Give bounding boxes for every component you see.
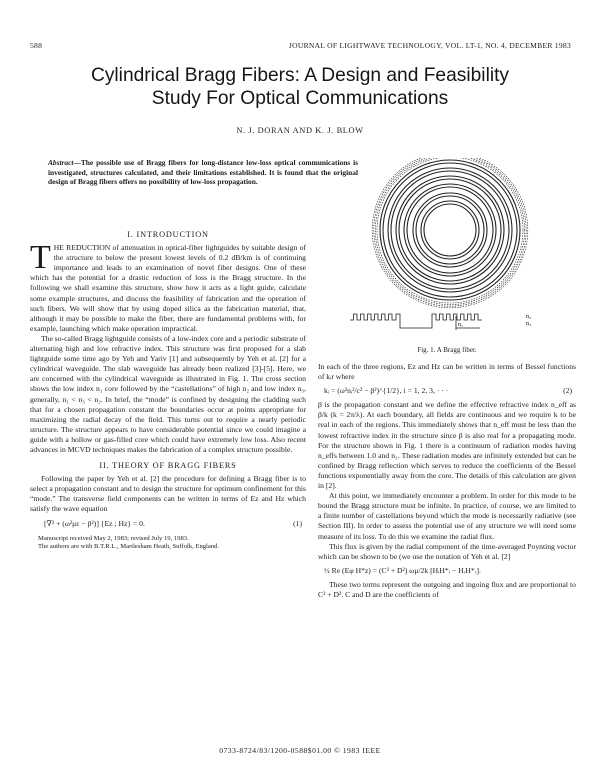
abstract-text: —The possible use of Bragg fibers for long-distance low-loss optical communications is investigated, structures calculated, and their limitations established. It is found that the original design of Bragg fibers offers no possibility of low-loss propagation. bbox=[48, 158, 358, 187]
equation-1 bbox=[30, 519, 306, 529]
fiber-ring bbox=[383, 163, 517, 297]
fiber-ring bbox=[421, 201, 479, 259]
journal-header: JOURNAL OF LIGHTWAVE TECHNOLOGY, VOL. LT-1, NO. 4, DECEMBER 1983 bbox=[288, 41, 571, 50]
right-paragraph-2: β is the propagation constant and we define the effective refractive index n_eff as β/k (k = 2π/λ). At each boundary, all fields are continuous and we require k to be real in each of the regions. This immediately shows that n_eff must be less than the lowest refractive index in the structure since β is also real for a propagating mode. For the structure shown in Fig. 1 there is a continuum of radiation modes having n_effs between 1.0 and n₁. These radiation modes are infinitely extended but can be confined by Bragg reflection which serves to reduce the coefficients of the Bessel functions exponentially away from the core. The details of this calculation are given in [2]. bbox=[318, 400, 576, 491]
authors: N. J. DORAN AND K. J. BLOW bbox=[236, 126, 364, 135]
fiber-ring bbox=[404, 184, 496, 276]
intro-paragraph-1-text: HE REDUCTION of attenuation in optical-fiber lightguides by suitable design of the structure to below the present lowest levels of 0.2 dB/km is of continuing importance and leads to an examination of novel fiber designs. One of these which has the potential for a drastic reduction of loss is the Bragg structure. In the following we shall examine this structure, show how it acts as a light guide, calculate some example structures, and discuss the feasibility of fabrication and the operation of such fibers. We will show that by using doped silica as the fabrication material, that, although it may be possible to make the fiber, there are fundamental problems with, for example, launching which make operation impractical. bbox=[30, 243, 306, 333]
footnote bbox=[30, 535, 306, 551]
fiber-ring bbox=[399, 179, 501, 281]
fiber-ring bbox=[380, 160, 520, 300]
intro-paragraph-1 bbox=[30, 239, 306, 334]
title-line-2: Study For Optical Communications bbox=[151, 88, 449, 109]
footer-copyright: 0733-8724/83/1200-0588$01.00 © 1983 IEEE bbox=[219, 746, 381, 755]
abstract bbox=[48, 158, 358, 187]
right-paragraph-3: At this point, we immediately encounter a problem. In order for this mode to be bound the Bragg structure must be infinite. In practice, of course, we are limited to a finite number of castellations beyond which the mode is necessarily radiative (see Section III). In order to assess the potential use of any structure we will need some measure of its loss. To do this we examine the radial flux. bbox=[318, 491, 576, 541]
section-heading-theory: II. THEORY OF BRAGG FIBERS bbox=[99, 461, 237, 471]
equation-3 bbox=[318, 566, 576, 576]
equation-3-body: ½ Re (Eφ H*z) = (C² + D²) ωμ/2k [HᵢH*ᵢ − HᵣH*ᵣ]. bbox=[324, 565, 481, 575]
footnote-line-1: Manuscript received May 2, 1983; revised July 19, 1983. bbox=[38, 534, 189, 542]
right-column bbox=[318, 362, 576, 600]
figure-1 bbox=[348, 158, 552, 345]
right-paragraph-1: In each of the three regions, Ez and Hz can be written in terms of Bessel functions of kᵢr where bbox=[318, 362, 576, 382]
equation-2-number: (2) bbox=[563, 386, 572, 396]
fiber-outer-ring bbox=[375, 158, 524, 305]
fiber-ring bbox=[391, 171, 509, 289]
right-paragraph-4: This flux is given by the radial component of the time-averaged Poynting vector which can be shown to be (we use the notation of Yeh et al. [2] bbox=[318, 541, 576, 561]
theory-paragraph-1: Following the paper by Yeh et al. [2] the procedure for defining a Bragg fiber is to select a propagation constant and to design the structure for optimum confinement for this “mode.” The transverse field components can be written in terms of Ez and Hz which satisfy the wave equation bbox=[30, 474, 306, 514]
equation-2-body: kᵢ = (ω²nᵢ²/c² − β²)^{1/2}, i = 1, 2, 3, · · · bbox=[324, 386, 449, 396]
label-n2: n₂ bbox=[526, 314, 532, 320]
left-column bbox=[30, 226, 306, 551]
fiber-ring bbox=[407, 187, 493, 273]
fiber-ring bbox=[416, 196, 484, 264]
fiber-ring bbox=[424, 204, 476, 256]
figure-caption: Fig. 1. A Bragg fiber. bbox=[417, 346, 477, 354]
footnote-line-2: The authors are with B.T.R.L., Martlesham Heath, Suffolk, England. bbox=[38, 542, 220, 550]
equation-1-number: (1) bbox=[293, 518, 302, 528]
drop-cap: T bbox=[30, 239, 51, 277]
title-line-1: Cylindrical Bragg Fibers: A Design and Feasibility bbox=[90, 65, 510, 86]
page-number: 588 bbox=[30, 41, 43, 50]
right-paragraph-5: These two terms represent the outgoing and ingoing flux and are proportional to C² + D². C and D are the coefficients of bbox=[318, 579, 576, 599]
fiber-ring bbox=[396, 176, 504, 284]
intro-paragraph-2: The so-called Bragg lightguide consists of a low-index core and a periodic substrate of alternating high and low refractive index. This structure was first proposed for a slab lightguide some time ago by Yeh and Yariv [1] and subsequently by Yeh et al. [2] for a cylindrical waveguide. The slab waveguide has already been realized [3]-[5]. Here, we are concerned with the cylindrical waveguide as illustrated in Fig. 1. The cross section shows the low index n₁ core followed by the “castellations” of high n₂ and low index n₃, generally, n₁ < n₃ < n₂. In brief, the “mode” is confined by designing the cladding such that for a chosen propagation constant the boundaries occur at points appropriate for maximizing the radial decay of the field. This turns out to require a nearly periodic structure. The structure appears to have considerable potential since we could imagine a guide with a hollow or gas-filled core which could have extremely low loss. Also recent advances in MCVD techniques makes the fabrication of a complex structure possible. bbox=[30, 333, 307, 454]
label-n3: n₃ bbox=[526, 321, 532, 327]
equation-1-body: [∇² + (ω²με − β²)] {Ez ; Hz} = 0. bbox=[44, 518, 145, 528]
bragg-fiber-diagram bbox=[348, 158, 552, 340]
label-n1: n₁ bbox=[458, 322, 464, 328]
abstract-label: Abstract bbox=[48, 158, 74, 167]
equation-2 bbox=[318, 386, 576, 396]
section-heading-introduction: I. INTRODUCTION bbox=[127, 230, 209, 239]
paper-title bbox=[0, 64, 600, 110]
